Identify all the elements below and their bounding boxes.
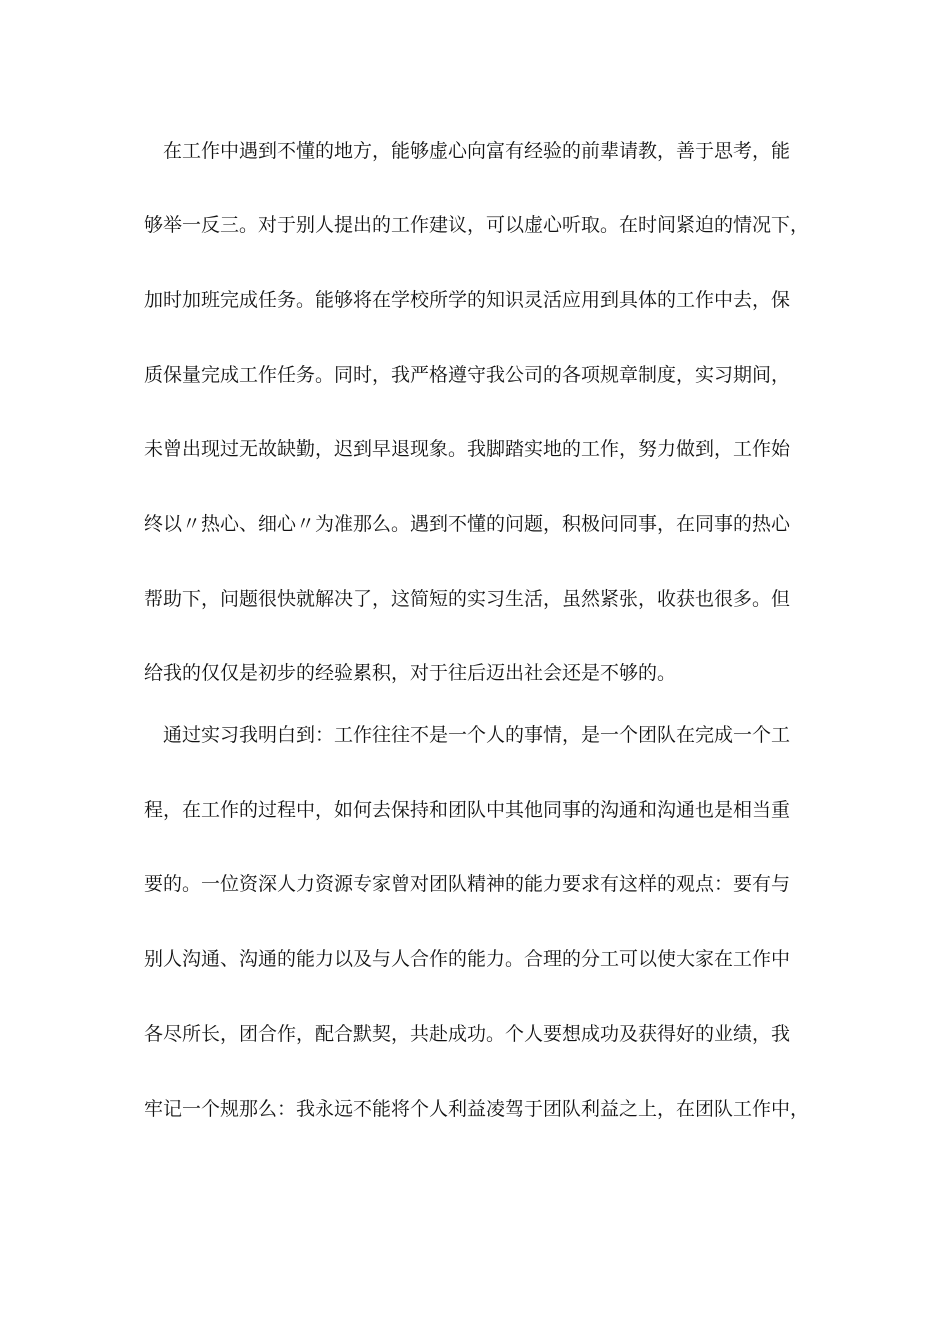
paragraph-2-line-6: 牢记一个规那么：我永远不能将个人利益凌驾于团队利益之上，在团队工作中， [144,1098,809,1120]
paragraph-2-line-3: 要的。一位资深人力资源专家曾对团队精神的能力要求有这样的观点：要有与 [144,873,791,895]
paragraph-2-line-1: 通过实习我明白到：工作往往不是一个人的事情，是一个团队在完成一个工 [163,724,791,746]
paragraph-2-line-4: 别人沟通、沟通的能力以及与人合作的能力。合理的分工可以使大家在工作中 [144,948,791,970]
paragraph-2-line-2: 程，在工作的过程中，如何去保持和团队中其他同事的沟通和沟通也是相当重 [144,799,791,821]
paragraph-1-line-5: 未曾出现过无故缺勤，迟到早退现象。我脚踏实地的工作，努力做到，工作始 [144,438,791,460]
paragraph-1-line-3: 加时加班完成任务。能够将在学校所学的知识灵活应用到具体的工作中去，保 [144,289,791,311]
paragraph-1-line-2: 够举一反三。对于别人提出的工作建议，可以虚心听取。在时间紧迫的情况下， [144,214,809,236]
paragraph-1-line-4: 质保量完成工作任务。同时，我严格遵守我公司的各项规章制度，实习期间， [144,364,791,386]
paragraph-1-line-8: 给我的仅仅是初步的经验累积，对于往后迈出社会还是不够的。 [144,662,677,684]
paragraph-2-line-5: 各尽所长，团合作，配合默契，共赴成功。个人要想成功及获得好的业绩，我 [144,1023,791,1045]
paragraph-1-line-6: 终以〃热心、细心〃为准那么。遇到不懂的问题，积极问同事，在同事的热心 [144,513,791,535]
paragraph-1-line-7: 帮助下，问题很快就解决了，这简短的实习生活，虽然紧张，收获也很多。但 [144,588,791,610]
paragraph-1-line-1: 在工作中遇到不懂的地方，能够虚心向富有经验的前辈请教，善于思考，能 [163,140,791,162]
